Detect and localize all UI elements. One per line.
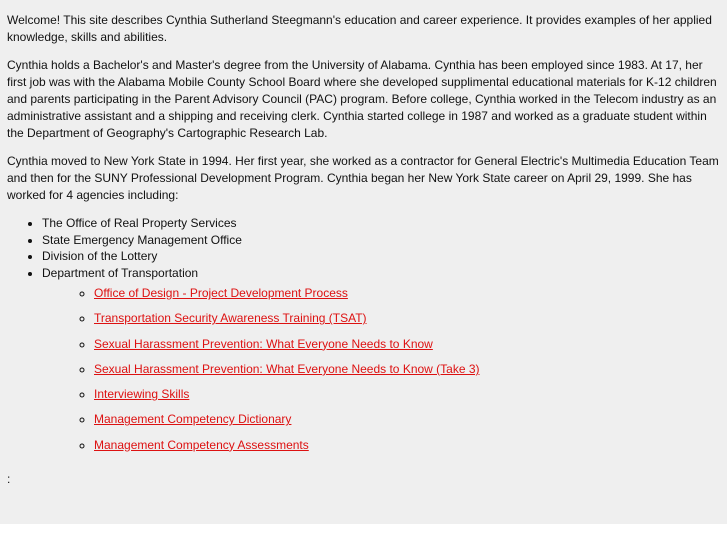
- agency-item-emergency-management: [42, 232, 720, 249]
- list-item: [94, 361, 720, 378]
- link-interviewing-skills[interactable]: Interviewing Skills: [94, 387, 190, 402]
- list-item: [94, 386, 720, 403]
- list-item: [94, 285, 720, 302]
- agency-item-transportation: [42, 265, 720, 454]
- agency-label: Department of Transportation: [42, 265, 199, 280]
- agency-label: Division of the Lottery: [42, 249, 158, 263]
- education-paragraph: Cynthia holds a Bachelor's and Master's degree from the University of Alabama. Cynthia has been employed since 1983. At 17, her first job was with the Alabama Mobile County School Board where she developed supplimental educational materials for K-12 children and parents participating in the Parent Advisory Council (PAC) program. Before college, Cynthia worked in the Telecom industry as an administrative assistant and a shipping and receiving clerk. Cynthia started college in 1987 and worked as a graduate student within the Department of Geography's Cartographic Research Lab.: [7, 58, 717, 140]
- agency-item-real-property: [42, 215, 720, 232]
- link-competency-dictionary[interactable]: Management Competency Dictionary: [94, 412, 292, 427]
- link-tsat[interactable]: Transportation Security Awareness Training (TSAT): [94, 311, 367, 326]
- list-item: [94, 310, 720, 327]
- list-item: [94, 411, 720, 428]
- footer-colon: :: [7, 472, 11, 486]
- welcome-paragraph: Welcome! This site describes Cynthia Sutherland Steegmann's education and career experience. It provides examples of her applied knowledge, skills and abilities.: [7, 13, 712, 44]
- agency-item-lottery: [42, 248, 720, 265]
- agency-list: [7, 215, 720, 454]
- link-sexual-harassment-prevention[interactable]: Sexual Harassment Prevention: What Everyone Needs to Know: [94, 336, 433, 351]
- link-sexual-harassment-prevention-take-3[interactable]: Sexual Harassment Prevention: What Everyone Needs to Know (Take 3): [94, 361, 480, 376]
- link-competency-assessments[interactable]: Management Competency Assessments: [94, 437, 309, 452]
- link-office-of-design[interactable]: Office of Design - Project Development Process: [94, 286, 348, 300]
- list-item: [94, 336, 720, 353]
- career-paragraph: Cynthia moved to New York State in 1994. Her first year, she worked as a contractor for General Electric's Multimedia Education Team and then for the SUNY Professional Development Program. Cynthia began her New York State career on April 29, 1999. She has worked for 4 agencies including:: [7, 154, 719, 202]
- dot-project-links: [42, 285, 720, 454]
- agency-label: The Office of Real Property Services: [42, 216, 237, 230]
- list-item: [94, 437, 720, 454]
- agency-label: State Emergency Management Office: [42, 232, 242, 247]
